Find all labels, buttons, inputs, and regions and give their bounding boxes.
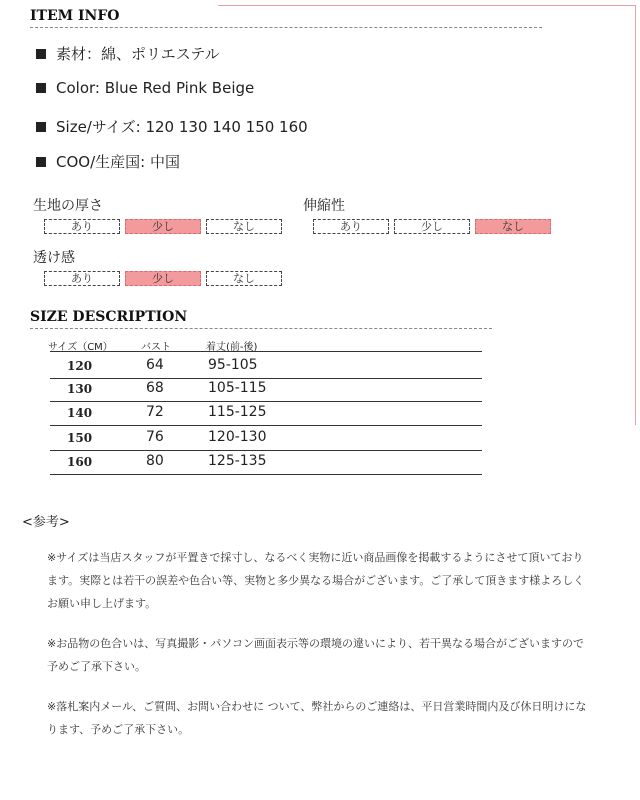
size-header-length: 着丈(前-後) [206, 342, 258, 353]
size-cell: 150 [67, 431, 93, 445]
size-cell: 140 [67, 406, 93, 420]
thickness-label: 生地の厚さ [33, 198, 103, 214]
reference-note-contact: ※落札案内メール、ご質問、お問い合わせに ついて、弊社からのご連絡は、平日営業時間内及び休日明けになります、予めご了承下さい。 [47, 700, 587, 736]
length-cell: 105-115 [208, 380, 267, 396]
reference-heading: <参考> [22, 515, 70, 530]
sheer-label: 透け感 [33, 250, 75, 266]
item-info-title: ITEM INFO [30, 8, 120, 24]
bullet-text: 素材：綿、ポリエステル [56, 45, 220, 63]
square-bullet-icon [36, 157, 46, 167]
stretch-option-yes: あり [313, 219, 389, 234]
sheer-option-yes: あり [44, 271, 120, 286]
thickness-option-none: あり [44, 219, 120, 234]
reference-note-size: ※サイズは当店スタッフが平置きで採寸し、なるべく実物に近い商品画像を掲載するようにさせて頂いております。実際とは若干の誤差や色合い等、実物と多少異なる場合がございます。ご了承して頂きます様よろしくお願い申し上げます。 [47, 551, 585, 610]
frame-right-border [635, 5, 636, 425]
size-header-rule [50, 351, 482, 352]
bust-cell: 80 [146, 453, 164, 469]
bullet-text: Color: Blue Red Pink Beige [56, 79, 255, 97]
frame-top-border [218, 5, 636, 6]
length-cell: 115-125 [208, 404, 267, 420]
table-row [50, 380, 482, 402]
row-rule [50, 425, 482, 426]
thickness-option-no: なし [206, 219, 282, 234]
size-header-bust: バスト [141, 342, 171, 353]
size-desc-title: SIZE DESCRIPTION [30, 309, 188, 325]
bust-cell: 76 [146, 429, 164, 445]
table-row [50, 429, 482, 451]
sheer-option-some: 少し [125, 271, 201, 286]
table-row [50, 357, 482, 379]
length-cell: 95-105 [208, 357, 258, 373]
size-cell: 130 [67, 382, 93, 396]
bullet-text: COO/生産国: 中国 [56, 153, 180, 171]
row-rule [50, 474, 482, 475]
sheer-option-no: なし [206, 271, 282, 286]
stretch-label: 伸縮性 [303, 198, 345, 214]
row-rule [50, 378, 482, 379]
stretch-option-no: なし [475, 219, 551, 234]
size-header-size: サイズ（CM） [48, 342, 113, 353]
length-cell: 120-130 [208, 429, 267, 445]
bullet-material [36, 43, 220, 64]
bust-cell: 72 [146, 404, 164, 420]
size-cell: 160 [67, 455, 93, 469]
bullet-text: Size/サイズ: 120 130 140 150 160 [56, 118, 308, 136]
square-bullet-icon [36, 49, 46, 59]
table-row [50, 453, 482, 475]
bullet-color [36, 79, 254, 97]
size-desc-divider [30, 328, 492, 329]
item-info-divider [30, 27, 542, 28]
bust-cell: 68 [146, 380, 164, 396]
stretch-option-some: 少し [394, 219, 470, 234]
bust-cell: 64 [146, 357, 164, 373]
table-row [50, 404, 482, 426]
row-rule [50, 450, 482, 451]
row-rule [50, 401, 482, 402]
length-cell: 125-135 [208, 453, 267, 469]
bullet-coo [36, 151, 180, 172]
square-bullet-icon [36, 83, 46, 93]
bullet-size [36, 116, 308, 137]
thickness-option-some: 少し [125, 219, 201, 234]
size-cell: 120 [67, 359, 93, 373]
reference-note-color: ※お品物の色合いは、写真撮影・パソコン画面表示等の環境の違いにより、若干異なる場合がございますので予めご了承下さい。 [47, 637, 584, 673]
square-bullet-icon [36, 122, 46, 132]
